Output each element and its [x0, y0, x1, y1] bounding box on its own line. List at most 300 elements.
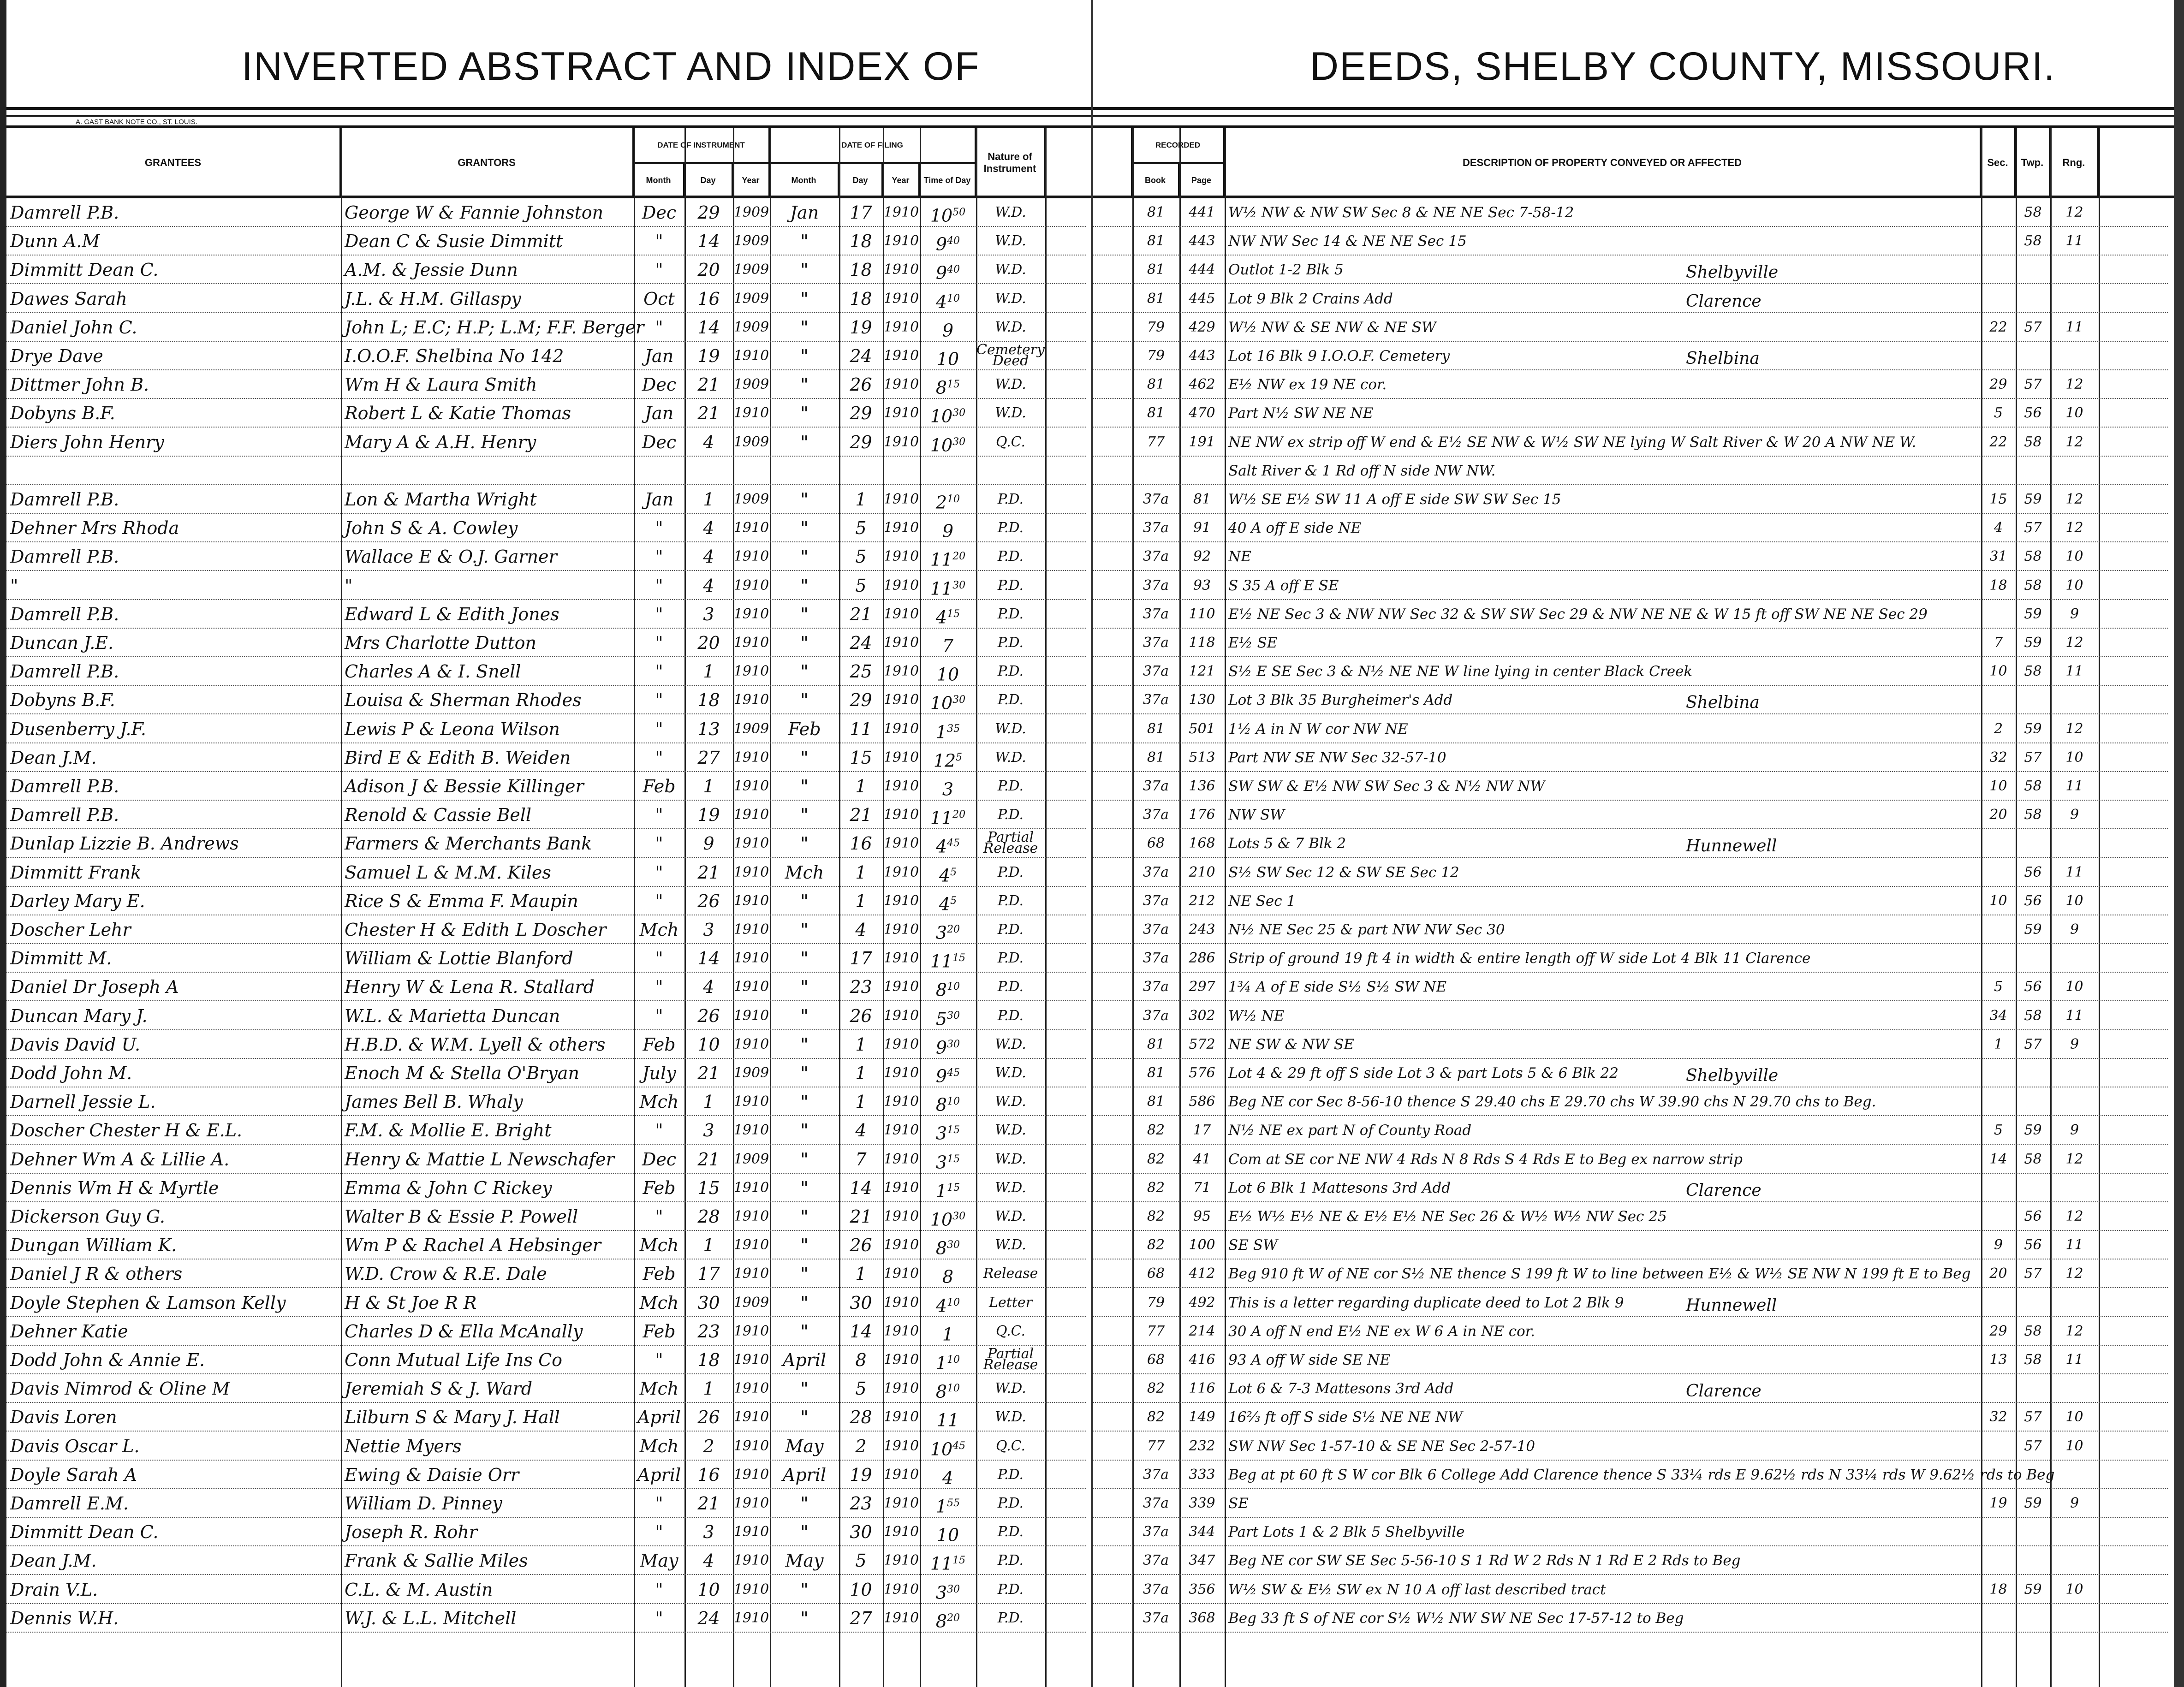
description-cell: [1225, 514, 1981, 542]
time-minutes: 10: [947, 493, 960, 505]
time-minutes: 15: [952, 1555, 966, 1567]
time-minutes: 30: [952, 694, 966, 706]
place-name: Shelbyville: [1686, 1066, 1779, 1085]
time-hour: 3: [935, 1582, 947, 1603]
ledger-row-right: [1093, 715, 2168, 743]
ledger-row-left: [6, 743, 1086, 772]
time-hour: 8: [935, 1094, 947, 1115]
twp-cell: 59: [2024, 635, 2042, 651]
description-text: E½ NE Sec 3 & NW NW Sec 32 & SW SW Sec 29 & NW NE NE & W 15 ft off SW NE NE Sec 29: [1228, 606, 1928, 623]
book-cell: 82: [1147, 1380, 1165, 1397]
book-cell: 37a: [1143, 1581, 1169, 1598]
ledger-row-left: [6, 542, 1086, 571]
filing-day-cell: 4: [855, 1120, 867, 1141]
book-cell: 81: [1147, 204, 1165, 220]
grantee-cell: Darley Mary E.: [10, 891, 145, 911]
ledger-row-left: [6, 1575, 1086, 1604]
ledger-row-left: [6, 973, 1086, 1001]
book-cell: 37a: [1143, 663, 1169, 680]
ledger-row-left: [6, 1231, 1086, 1259]
time-minutes: 40: [947, 235, 960, 247]
ledger-row-left: [6, 686, 1086, 714]
filing-month-cell: ": [800, 633, 809, 653]
sec-cell: [1981, 1432, 2016, 1461]
instrument-day-cell: 4: [703, 575, 714, 596]
sec-cell: [1981, 1059, 2016, 1087]
header-twp: Twp.: [2016, 128, 2050, 197]
ledger-row-right: [1093, 1317, 2168, 1346]
instrument-day-cell: 20: [697, 260, 720, 280]
instrument-day-cell: 10: [697, 1034, 720, 1055]
twp-cell: 56: [2024, 864, 2042, 880]
page-cell: [1179, 457, 1225, 485]
grantee-cell: Dawes Sarah: [10, 288, 127, 309]
grantee-cell: Dean J.M.: [10, 747, 97, 768]
nature-cell: [976, 457, 1045, 485]
instrument-year-cell: 1910: [733, 348, 769, 364]
nature-cell: P.D.: [997, 892, 1024, 909]
filing-year-cell: 1910: [883, 1323, 919, 1339]
instrument-year-cell: 1909: [733, 491, 769, 507]
header-filing-month: Month: [770, 164, 839, 197]
sec-cell: [1981, 227, 2016, 255]
filing-month-cell: ": [800, 1522, 809, 1543]
twp-cell: [2016, 1059, 2050, 1087]
nature-cell: W.D.: [995, 233, 1026, 249]
grantor-cell: [341, 457, 634, 485]
twp-cell: [2016, 457, 2050, 485]
description-text: S½ E SE Sec 3 & N½ NE NE W line lying in center Black Creek: [1228, 663, 1693, 680]
time-hour: 10: [936, 349, 959, 369]
time-hour: 10: [936, 664, 959, 685]
instrument-year-cell: 1910: [733, 1438, 769, 1454]
twp-cell: [2016, 1374, 2050, 1403]
filing-month-cell: ": [800, 833, 809, 854]
grantor-cell: Adison J & Bessie Killinger: [345, 776, 584, 796]
instrument-month-cell: [634, 457, 684, 485]
book-cell: 68: [1147, 835, 1165, 852]
nature-cell: P.D.: [997, 807, 1024, 823]
ledger-row-right: [1093, 772, 2168, 801]
filing-month-cell: ": [800, 1149, 809, 1170]
sec-cell: [1981, 457, 2016, 485]
page-cell: 71: [1193, 1179, 1211, 1196]
filing-month-cell: ": [800, 518, 809, 539]
filing-month-cell: ": [800, 1206, 809, 1227]
description-cell: [1225, 1432, 1981, 1461]
instrument-year-cell: 1910: [733, 1007, 769, 1024]
instrument-month-cell: ": [655, 805, 663, 826]
instrument-day-cell: 21: [697, 1149, 720, 1170]
time-hour: 3: [935, 1152, 947, 1173]
description-text: E½ NW ex 19 NE cor.: [1228, 376, 1387, 393]
time-minutes: 5: [950, 866, 957, 878]
ledger-row-right: [1093, 227, 2168, 255]
rng-cell: [2050, 342, 2099, 370]
nature-cell: W.D.: [995, 1380, 1026, 1397]
description-cell: [1225, 915, 1981, 944]
filing-day-cell: 8: [855, 1350, 867, 1370]
rng-cell: [2050, 944, 2099, 973]
rng-cell: 11: [2065, 778, 2083, 794]
description-text: SW SW & E½ NW SW Sec 3 & N½ NW NW: [1228, 778, 1545, 795]
instrument-day-cell: 4: [703, 432, 714, 452]
instrument-month-cell: ": [655, 948, 663, 969]
description-cell: [1225, 227, 1981, 255]
description-cell: [1225, 1575, 1981, 1604]
description-text: Lot 4 & 29 ft off S side Lot 3 & part Lots 5 & 6 Blk 22: [1228, 1065, 1619, 1081]
rng-cell: 12: [2065, 204, 2083, 220]
instrument-month-cell: ": [655, 1579, 663, 1600]
sec-cell: 5: [1994, 979, 2003, 995]
filing-month-cell: ": [800, 546, 809, 567]
filing-month-cell: ": [800, 977, 809, 998]
time-hour: 4: [939, 894, 951, 915]
instrument-year-cell: 1910: [733, 892, 769, 909]
nature-cell: W.D.: [995, 290, 1026, 307]
filing-month-cell: ": [800, 346, 809, 366]
time-of-day-cell: [920, 1489, 976, 1518]
nature-cell: W.D.: [995, 1093, 1026, 1110]
description-text: 1½ A in N W cor NW NE: [1228, 720, 1408, 737]
time-of-day-cell: [920, 1546, 976, 1575]
instrument-day-cell: 1: [703, 1378, 714, 1399]
filing-year-cell: 1910: [883, 778, 919, 794]
time-hour: 1: [935, 1181, 947, 1201]
sec-cell: 10: [1989, 778, 2007, 794]
ledger-row-right: [1093, 801, 2168, 829]
nature-cell: W.D.: [995, 720, 1026, 737]
grantor-cell: Wm H & Laura Smith: [345, 374, 537, 395]
nature-cell: P.D.: [997, 921, 1024, 938]
twp-cell: [2016, 285, 2050, 313]
filing-day-cell: 5: [855, 546, 867, 567]
filing-day-cell: 21: [850, 805, 872, 826]
filing-month-cell: ": [800, 1092, 809, 1112]
page-cell: 412: [1189, 1265, 1215, 1282]
description-cell: [1225, 743, 1981, 772]
book-cell: 81: [1147, 1093, 1165, 1110]
grantee-cell: Davis Oscar L.: [10, 1436, 140, 1456]
description-cell: [1225, 1374, 1981, 1403]
time-of-day-cell: [920, 1030, 976, 1059]
grantor-cell: Joseph R. Rohr: [345, 1522, 477, 1543]
page-cell: 81: [1193, 491, 1211, 507]
book-cell: 82: [1147, 1151, 1165, 1167]
ledger-row-left: [6, 457, 1086, 485]
description-text: SE: [1228, 1495, 1249, 1512]
instrument-month-cell: ": [655, 1608, 663, 1628]
ledger-row-left: [6, 1317, 1086, 1346]
twp-cell: 57: [2024, 1409, 2042, 1426]
description-cell: [1225, 657, 1981, 686]
grantee-cell: Dunn A.M: [10, 231, 100, 252]
filing-day-cell: 17: [850, 948, 872, 969]
time-minutes: 55: [947, 1497, 960, 1509]
filing-year-cell: 1910: [883, 548, 919, 565]
time-hour: 4: [935, 837, 947, 857]
instrument-year-cell: 1909: [733, 720, 769, 737]
nature-cell: P.D.: [997, 950, 1024, 967]
ledger-row-left: [6, 1604, 1086, 1633]
page-cell: 130: [1189, 692, 1215, 708]
instrument-day-cell: 21: [697, 403, 720, 424]
grantor-cell: H & St Joe R R: [345, 1292, 477, 1313]
description-text: NE: [1228, 548, 1251, 565]
ledger-row-right: [1093, 1087, 2168, 1116]
time-of-day-cell: [920, 743, 976, 772]
sec-cell: 4: [1994, 520, 2003, 536]
description-text: This is a letter regarding duplicate deed to Lot 2 Blk 9: [1228, 1294, 1624, 1311]
instrument-day-cell: 1: [703, 661, 714, 682]
sec-cell: [1981, 1461, 2016, 1489]
filing-month-cell: ": [800, 317, 809, 338]
instrument-year-cell: 1910: [733, 864, 769, 880]
filing-year-cell: 1910: [883, 1524, 919, 1540]
ledger-row-left: [6, 1116, 1086, 1145]
header-recorded: RECORDED: [1132, 128, 1225, 164]
ledger-row-right: [1093, 542, 2168, 571]
filing-day-cell: 21: [850, 1206, 872, 1227]
time-hour: 9: [935, 1066, 947, 1087]
filing-day-cell: 11: [850, 719, 872, 739]
description-text: NE SW & NW SE: [1228, 1036, 1354, 1053]
grantee-cell: Darnell Jessie L.: [10, 1092, 156, 1112]
description-cell: [1225, 801, 1981, 829]
filing-day-cell: 1: [855, 1034, 867, 1055]
time-of-day-cell: [920, 1432, 976, 1461]
instrument-year-cell: 1909: [733, 204, 769, 220]
grantor-cell: Robert L & Katie Thomas: [345, 403, 571, 424]
time-hour: 2: [935, 492, 947, 513]
sec-cell: [1981, 285, 2016, 313]
twp-cell: 56: [2024, 1208, 2042, 1224]
grantor-cell: John S & A. Cowley: [345, 518, 518, 539]
instrument-day-cell: 9: [703, 833, 714, 854]
ledger-row-left: [6, 1289, 1086, 1317]
twp-cell: 59: [2024, 606, 2042, 622]
filing-day-cell: 16: [850, 833, 872, 854]
time-of-day-cell: [920, 1289, 976, 1317]
book-cell: 82: [1147, 1179, 1165, 1196]
time-of-day-cell: [920, 1174, 976, 1202]
sec-cell: [1981, 1546, 2016, 1575]
time-of-day-cell: [920, 542, 976, 571]
ledger-row-left: [6, 1087, 1086, 1116]
instrument-day-cell: 20: [697, 633, 720, 653]
time-minutes: 10: [947, 1354, 960, 1366]
header-grantors: GRANTORS: [341, 128, 634, 197]
instrument-year-cell: 1910: [733, 635, 769, 651]
rng-cell: 9: [2070, 606, 2079, 622]
filing-day-cell: 29: [850, 690, 872, 711]
ledger-row-right: [1093, 600, 2168, 629]
filing-month-cell: ": [800, 1264, 809, 1284]
page-cell: 121: [1189, 663, 1215, 680]
time-minutes: 30: [947, 1010, 960, 1022]
time-hour: 1: [942, 1324, 954, 1345]
time-of-day-cell: [920, 686, 976, 714]
time-minutes: 30: [952, 436, 966, 448]
sec-cell: 10: [1989, 892, 2007, 909]
twp-cell: 59: [2024, 491, 2042, 507]
description-cell: [1225, 313, 1981, 342]
nature-cell: Cemetery Deed: [976, 342, 1045, 369]
grantee-cell: Daniel Dr Joseph A: [10, 977, 179, 998]
time-minutes: 50: [952, 207, 966, 218]
instrument-month-cell: ": [655, 1493, 663, 1514]
ledger-row-right: [1093, 342, 2168, 370]
instrument-day-cell: 4: [703, 1550, 714, 1571]
time-hour: 4: [935, 291, 947, 312]
ledger-row-left: [6, 227, 1086, 255]
ledger-row-right: [1093, 1546, 2168, 1575]
ledger-row-left: [6, 657, 1086, 686]
time-minutes: 30: [952, 407, 966, 419]
grantee-cell: Damrell P.B.: [10, 202, 119, 223]
grantee-cell: Daniel J R & others: [10, 1264, 183, 1284]
instrument-year-cell: 1909: [733, 1294, 769, 1311]
description-text: NE Sec 1: [1228, 892, 1296, 909]
filing-day-cell: 30: [850, 1522, 872, 1543]
book-cell: 81: [1147, 233, 1165, 249]
page-cell: 441: [1189, 204, 1215, 220]
instrument-day-cell: 26: [697, 891, 720, 911]
time-of-day-cell: [920, 457, 976, 485]
sec-cell: 5: [1994, 405, 2003, 422]
page-cell: 356: [1189, 1581, 1215, 1598]
filing-month-cell: ": [800, 1034, 809, 1055]
time-minutes: 15: [947, 379, 960, 391]
filing-day-cell: [839, 457, 883, 485]
description-text: Lot 6 & 7-3 Mattesons 3rd Add: [1228, 1380, 1454, 1397]
ledger-row-right: [1093, 198, 2168, 227]
twp-cell: 58: [2024, 577, 2042, 594]
grantor-cell: William D. Pinney: [345, 1493, 502, 1514]
rng-cell: [2050, 1174, 2099, 1202]
time-of-day-cell: [920, 1575, 976, 1604]
instrument-month-cell: Feb: [643, 1177, 676, 1198]
page-cell: 429: [1189, 319, 1215, 335]
sec-cell: [1981, 1374, 2016, 1403]
book-cell: 77: [1147, 1438, 1165, 1454]
rng-cell: 12: [2065, 1323, 2083, 1339]
sec-cell: 29: [1989, 376, 2007, 393]
instrument-month-cell: ": [655, 633, 663, 653]
book-cell: 37a: [1143, 577, 1169, 594]
grantor-cell: Nettie Myers: [345, 1436, 462, 1456]
instrument-day-cell: 17: [697, 1264, 720, 1284]
instrument-month-cell: ": [655, 1206, 663, 1227]
time-minutes: 20: [947, 1612, 960, 1624]
sec-cell: 20: [1989, 1265, 2007, 1282]
sec-cell: [1981, 915, 2016, 944]
filing-day-cell: 1: [855, 489, 867, 510]
rng-cell: 11: [2065, 233, 2083, 249]
grantee-cell: Drye Dave: [10, 346, 103, 366]
ledger-row-left: [6, 1259, 1086, 1288]
instrument-year-cell: 1910: [733, 1466, 769, 1483]
filing-year-cell: 1910: [883, 319, 919, 335]
rng-cell: [2050, 686, 2099, 714]
instrument-year-cell: 1910: [733, 1524, 769, 1540]
instrument-month-cell: ": [655, 1350, 663, 1370]
ledger-row-left: [6, 829, 1086, 858]
filing-year-cell: 1910: [883, 692, 919, 708]
time-of-day-cell: [920, 485, 976, 514]
grantor-cell: W.D. Crow & R.E. Dale: [345, 1264, 547, 1284]
place-name: Clarence: [1686, 291, 1761, 311]
description-cell: [1225, 973, 1981, 1001]
twp-cell: 59: [2024, 921, 2042, 938]
sec-cell: 22: [1989, 434, 2007, 450]
time-hour: 3: [935, 1123, 947, 1144]
sec-cell: 18: [1989, 1581, 2007, 1598]
filing-year-cell: 1910: [883, 720, 919, 737]
description-text: Lot 3 Blk 35 Burgheimer's Add: [1228, 692, 1453, 709]
rng-cell: [2050, 1374, 2099, 1403]
description-text: Part NW SE NW Sec 32-57-10: [1228, 749, 1446, 766]
filing-year-cell: 1910: [883, 491, 919, 507]
time-minutes: 15: [947, 1124, 960, 1136]
filing-year-cell: 1910: [883, 835, 919, 852]
twp-cell: 56: [2024, 979, 2042, 995]
filing-year-cell: [883, 457, 920, 485]
page-cell: 339: [1189, 1495, 1215, 1511]
time-minutes: 15: [947, 608, 960, 620]
instrument-month-cell: ": [655, 260, 663, 280]
instrument-year-cell: 1909: [733, 1151, 769, 1167]
instrument-day-cell: 3: [703, 920, 714, 940]
filing-year-cell: 1910: [883, 1007, 919, 1024]
filing-day-cell: 24: [850, 346, 872, 366]
instrument-year-cell: 1909: [733, 261, 769, 278]
instrument-month-cell: Feb: [643, 1034, 676, 1055]
nature-cell: Q.C.: [995, 1438, 1026, 1454]
filing-year-cell: 1910: [883, 1581, 919, 1598]
instrument-day-cell: 18: [697, 690, 720, 711]
page-cell: 116: [1189, 1380, 1215, 1397]
instrument-year-cell: 1910: [733, 979, 769, 995]
time-minutes: 5: [956, 751, 963, 763]
rng-cell: 10: [2065, 1409, 2083, 1426]
instrument-month-cell: Dec: [642, 202, 677, 223]
description-cell: [1225, 1489, 1981, 1518]
instrument-year-cell: 1910: [733, 835, 769, 852]
instrument-year-cell: 1910: [733, 1237, 769, 1253]
place-name: Clarence: [1686, 1382, 1761, 1401]
printer-imprint: A. GAST BANK NOTE CO., ST. LOUIS.: [76, 118, 197, 126]
time-of-day-cell: [920, 1002, 976, 1030]
sec-cell: 7: [1994, 635, 2003, 651]
time-of-day-cell: [920, 1403, 976, 1432]
ledger-row-left: [6, 1346, 1086, 1374]
instrument-day-cell: 14: [697, 231, 720, 252]
sec-cell: 2: [1994, 720, 2003, 737]
description-text: Lot 16 Blk 9 I.O.O.F. Cemetery: [1228, 348, 1450, 364]
grantee-cell: Doyle Stephen & Lamson Kelly: [10, 1292, 286, 1313]
time-minutes: 10: [947, 1096, 960, 1108]
nature-cell: Q.C.: [995, 1323, 1026, 1339]
ledger-row-left: [6, 428, 1086, 457]
twp-cell: [2016, 1461, 2050, 1489]
instrument-day-cell: [684, 457, 733, 485]
grantee-cell: Dickerson Guy G.: [10, 1206, 165, 1227]
filing-day-cell: 19: [850, 317, 872, 338]
rng-cell: [2050, 1059, 2099, 1087]
rng-cell: [2050, 1087, 2099, 1116]
filing-day-cell: 29: [850, 403, 872, 424]
